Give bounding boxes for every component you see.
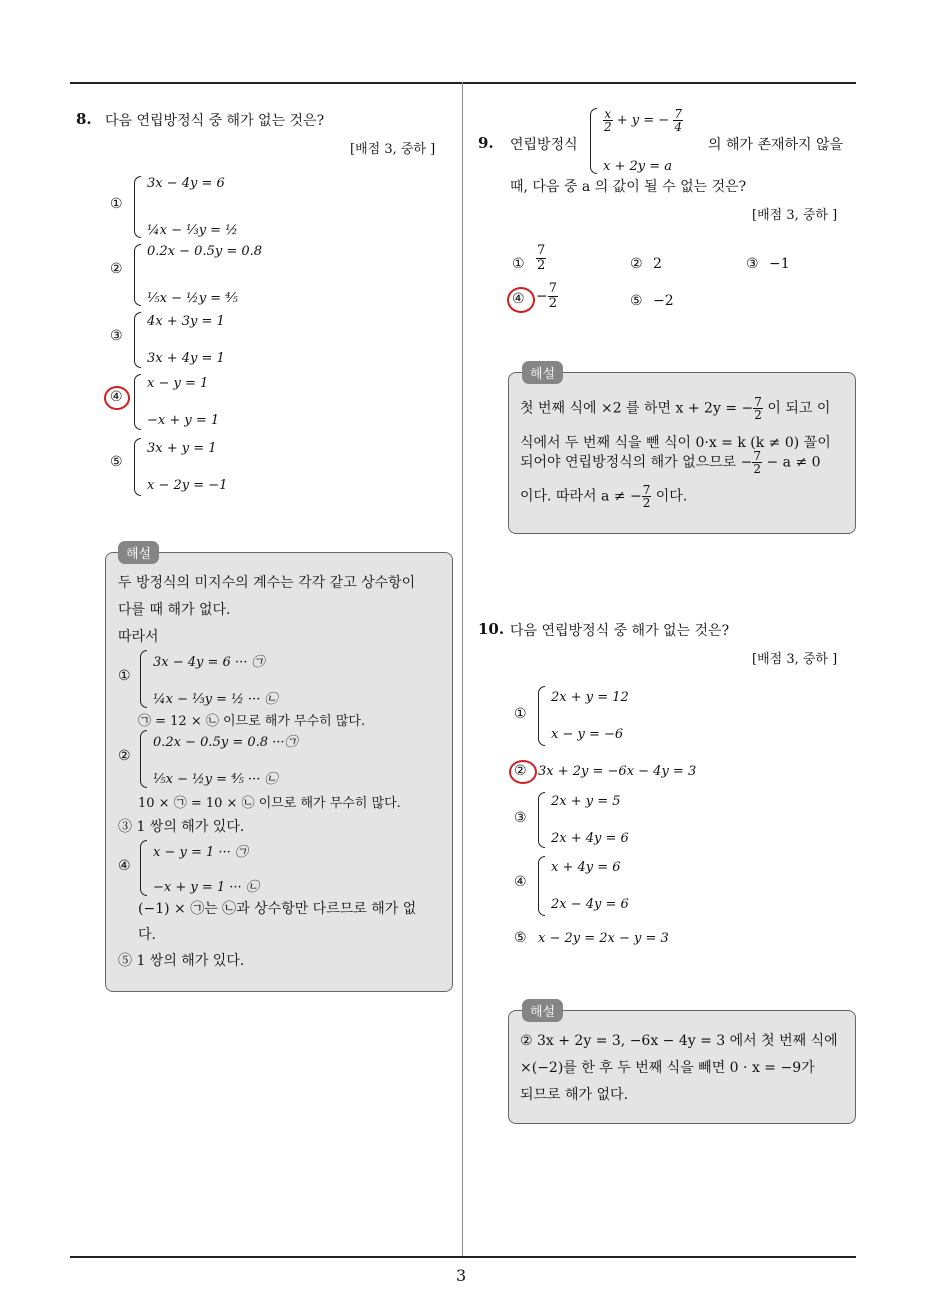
- q10-option-1-eq1: 2x + y = 12: [551, 690, 629, 705]
- q8-option-1-mark[interactable]: ①: [110, 196, 123, 212]
- q9-explanation-tag: 해설: [522, 361, 563, 384]
- q9-option-1-value: 7 2: [537, 243, 546, 273]
- q9-sys-eq1-tail: + y = −: [616, 113, 670, 128]
- q10-option-1-eq2: x − y = −6: [551, 727, 624, 742]
- q8-question: 다음 연립방정식 중 해가 없는 것은?: [105, 113, 325, 129]
- q8-exp-line3: 따라서: [118, 629, 159, 645]
- q10-option-1-mark[interactable]: ①: [514, 706, 527, 722]
- q9-exp-l4b: 이다.: [655, 488, 688, 505]
- q10-option-5-mark[interactable]: ⑤: [514, 930, 527, 946]
- q8-exp-o4-system: [140, 840, 259, 896]
- q8-exp-o4-mark: ④: [118, 858, 131, 874]
- q9-system: [590, 108, 683, 174]
- q10-option-3-eq2: 2x + 4y = 6: [551, 831, 629, 846]
- q8-option-1-system: [134, 176, 238, 238]
- q8-exp-o2-eq2: ⅕x − ½y = ⅘ ··· ㉡: [153, 772, 278, 787]
- q8-number: 8.: [76, 110, 92, 128]
- q10-option-3-mark[interactable]: ③: [514, 810, 527, 826]
- q8-exp-o1-mark: ①: [118, 668, 131, 684]
- q8-exp-line1: 두 방정식의 미지수의 계수는 각각 같고 상수항이: [118, 575, 416, 591]
- q10-exp-line3: 되므로 해가 없다.: [520, 1087, 629, 1103]
- q9-number: 9.: [478, 134, 494, 152]
- q8-exp-line2: 다를 때 해가 없다.: [118, 602, 231, 618]
- q10-option-4-eq2: 2x − 4y = 6: [551, 897, 629, 912]
- q9-exp-line4: [520, 484, 687, 509]
- q8-option-5-eq2: x − 2y = −1: [147, 478, 228, 493]
- q9-exp-l3a: 되어야 연립방정식의 해가 없으므로 −: [520, 454, 753, 471]
- q8-option-2-mark[interactable]: ②: [110, 261, 123, 277]
- q8-exp-o5: ⑤ 1 쌍의 해가 있다.: [118, 953, 245, 969]
- q9-exp-l4-frac: $\frac{7}{2}$: [642, 483, 651, 510]
- q10-option-5-eq: x − 2y = 2x − y = 3: [538, 931, 669, 946]
- q8-option-1-eq1: 3x − 4y = 6: [147, 176, 225, 191]
- q8-option-1-eq2: ¼x − ⅓y = ½: [147, 223, 238, 238]
- q9-option-3-mark[interactable]: ③: [746, 256, 759, 272]
- top-rule: [70, 82, 856, 84]
- q8-option-5-system: [134, 438, 227, 496]
- q8-exp-o1-eq2: ¼x − ⅓y = ½ ··· ㉡: [153, 692, 278, 707]
- q10-explanation-tag: 해설: [522, 999, 563, 1022]
- q8-exp-o2-system: [140, 730, 298, 788]
- q8-option-3-system: [134, 312, 225, 368]
- q8-exp-o2-mark: ②: [118, 748, 131, 764]
- q9-grade: [배점 3, 중하 ]: [752, 208, 838, 223]
- q9-prefix: 연립방정식: [510, 137, 578, 153]
- column-divider: [462, 82, 463, 1258]
- q10-option-2-eq: 3x + 2y = −6x − 4y = 3: [538, 764, 697, 779]
- q10-option-4-eq1: x + 4y = 6: [551, 860, 621, 875]
- q9-exp-l1a: 첫 번째 식에 ×2 를 하면 x + 2y = −: [520, 400, 754, 417]
- q10-option-2-mark[interactable]: ②: [514, 763, 527, 779]
- q8-exp-o1-eq1: 3x − 4y = 6 ··· ㉠: [153, 655, 265, 670]
- q8-option-3-mark[interactable]: ③: [110, 328, 123, 344]
- q9-sys-eq2: x + 2y = a: [603, 159, 673, 174]
- q8-option-2-eq1: 0.2x − 0.5y = 0.8: [147, 244, 263, 259]
- q9-exp-l3b: − a ≠ 0: [766, 454, 821, 471]
- q8-exp-o4-note2: 다.: [138, 927, 156, 943]
- q9-option-4-mark[interactable]: ④: [512, 291, 525, 307]
- q8-exp-o1-system: [140, 650, 277, 708]
- q8-option-5-eq1: 3x + y = 1: [147, 441, 217, 456]
- q10-grade: [배점 3, 중하 ]: [752, 652, 838, 667]
- q9-option-3-value: −1: [769, 256, 790, 272]
- q9-exp-l1b: 이 되고 이: [767, 400, 831, 417]
- q8-option-2-eq2: ⅕x − ½y = ⅘: [147, 291, 238, 306]
- q8-exp-o3: ③ 1 쌍의 해가 있다.: [118, 819, 245, 835]
- q8-option-4-mark[interactable]: ④: [110, 389, 123, 405]
- q10-option-4-system: [538, 856, 629, 916]
- q9-option-5-mark[interactable]: ⑤: [630, 293, 643, 309]
- q8-option-3-eq2: 3x + 4y = 1: [147, 351, 225, 366]
- q9-suffix: 의 해가 존재하지 않을: [708, 137, 844, 153]
- q8-exp-o4-eq1: x − y = 1 ··· ㉠: [153, 845, 248, 860]
- q8-option-4-system: [134, 374, 219, 430]
- q9-option-4-value: − $\frac{7}{2}$: [536, 281, 558, 311]
- q8-exp-o2-note: 10 × ㉠ = 10 × ㉡ 이므로 해가 무수히 많다.: [138, 796, 401, 811]
- q10-number: 10.: [478, 620, 505, 638]
- q8-exp-o4-note1: (−1) × ㉠는 ㉡과 상수항만 다르므로 해가 없: [138, 901, 417, 917]
- page-number: 3: [456, 1266, 467, 1285]
- q10-option-4-mark[interactable]: ④: [514, 874, 527, 890]
- q8-exp-o4-eq2: −x + y = 1 ··· ㉡: [153, 880, 259, 895]
- q9-option-1-mark[interactable]: ①: [512, 256, 525, 272]
- q8-exp-o1-note: ㉠ = 12 × ㉡ 이므로 해가 무수히 많다.: [138, 714, 366, 729]
- q10-option-3-system: [538, 792, 629, 848]
- q8-explanation-tag: 해설: [118, 541, 159, 564]
- q8-grade: [배점 3, 중하 ]: [350, 142, 436, 157]
- q9-option-2-mark[interactable]: ②: [630, 256, 643, 272]
- q10-option-3-eq1: 2x + y = 5: [551, 794, 621, 809]
- q8-option-4-eq1: x − y = 1: [147, 376, 209, 391]
- q9-exp-l4a: 이다. 따라서 a ≠ −: [520, 488, 642, 505]
- bottom-rule: [70, 1256, 856, 1258]
- q9-option-5-value: −2: [653, 293, 674, 309]
- q9-sys-frac-74: $\frac{7}{4}$: [674, 107, 682, 134]
- q9-sys-frac-x2: $\frac{x}{2}$: [604, 107, 612, 134]
- q8-option-2-system: [134, 244, 262, 306]
- q9-exp-line3: [520, 450, 821, 475]
- q10-option-1-system: [538, 686, 629, 746]
- q8-exp-o2-eq1: 0.2x − 0.5y = 0.8 ···㉠: [153, 735, 298, 750]
- q9-exp-l1-frac: $\frac{7}{2}$: [754, 395, 762, 422]
- q9-line2: 때, 다음 중 a 의 값이 될 수 없는 것은?: [510, 179, 747, 195]
- q8-option-4-eq2: −x + y = 1: [147, 413, 220, 428]
- q8-option-5-mark[interactable]: ⑤: [110, 454, 123, 470]
- q9-exp-line1: [520, 396, 830, 421]
- q10-exp-line2: ×(−2)를 한 후 두 번째 식을 빼면 0 · x = −9가: [520, 1060, 815, 1076]
- q9-exp-l3-frac: $\frac{7}{2}$: [753, 449, 762, 476]
- q8-option-3-eq1: 4x + 3y = 1: [147, 314, 225, 329]
- q10-exp-line1: ② 3x + 2y = 3, −6x − 4y = 3 에서 첫 번째 식에: [520, 1033, 838, 1049]
- q9-option-2-value: 2: [653, 256, 662, 272]
- q10-question: 다음 연립방정식 중 해가 없는 것은?: [510, 623, 730, 639]
- q9-sys-eq1: [603, 108, 683, 133]
- q9-exp-line2: 식에서 두 번째 식을 뺀 식이 0·x = k (k ≠ 0) 꼴이: [520, 435, 831, 451]
